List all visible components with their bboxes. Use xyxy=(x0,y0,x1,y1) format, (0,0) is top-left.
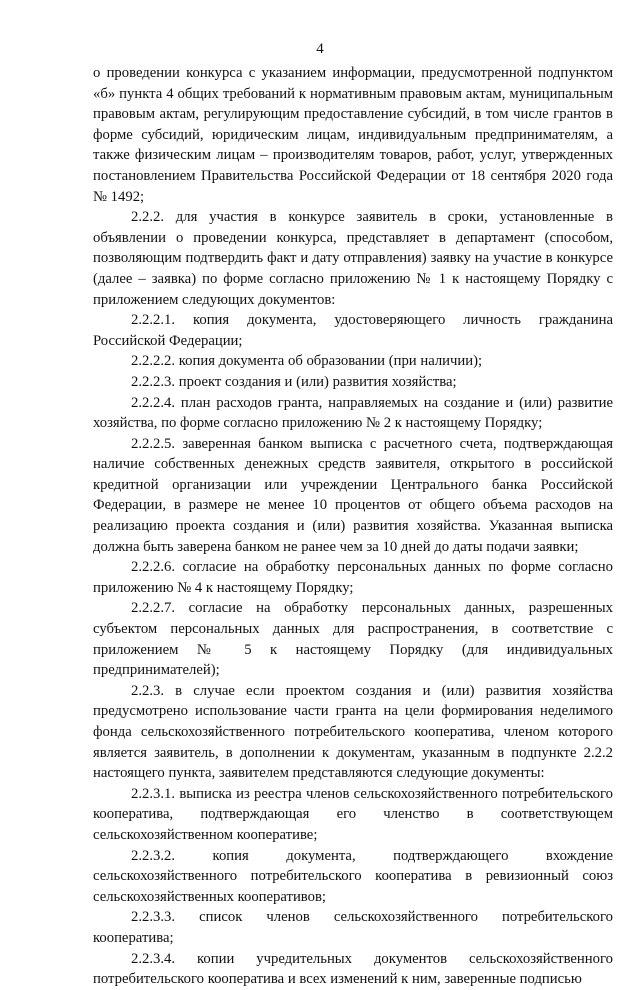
paragraph-2-2-3-2: 2.2.3.2. копия документа, подтверждающего вхождение сельскохозяйственного потребительского кооператива в ревизионный союз сельскохозяйственных кооперативов; xyxy=(93,847,613,905)
paragraph-2-2-2-2: 2.2.2.2. копия документа об образовании (при наличии); xyxy=(131,353,483,370)
page-number: 4 xyxy=(316,41,324,57)
paragraph-2-2-3-3: 2.2.3.3. список членов сельскохозяйственного потребительского кооператива; xyxy=(93,909,613,946)
document-body xyxy=(93,63,613,990)
paragraph-2-2-2-7: 2.2.2.7. согласие на обработку персональных данных, разрешенных субъектом персональных данных для распространения, в соответствие с приложением № 5 к настоящему Порядку (для индивидуальных предпринимателей); xyxy=(93,600,613,679)
paragraph-2-2-2-4: 2.2.2.4. план расходов гранта, направляемых на создание и (или) развитие хозяйства, по форме согласно приложению № 2 к настоящему Порядку; xyxy=(93,394,613,432)
paragraph-2-2-3: 2.2.3. в случае если проектом создания и (или) развития хозяйства предусмотрено использование части гранта на цели формирования неделимого фонда сельскохозяйственного потребительского кооператива, членом которого является заявитель, в дополнении к документам, указанным в подпункте 2.2.2 настоящего пункта, заявителем представляются следующие документы: xyxy=(93,682,613,782)
paragraph-continuation: о проведении конкурса с указанием информации, предусмотренной подпунктом «б» пункта 4 общих требований к нормативным правовым актам, муниципальным правовым актам, регулирующим предоставление субсидий, в том числе грантов в форме субсидий, юридическим лицам, индивидуальным предпринимателям, а также физическим лицам – производителям товаров, работ, услуг, утвержденных постановлением Правительства Российской Федерации от 18 сентября 2020 года № 1492; xyxy=(93,65,613,205)
paragraph-2-2-2-6: 2.2.2.6. согласие на обработку персональных данных по форме согласно приложению № 4 к настоящему Порядку; xyxy=(93,559,613,596)
paragraph-2-2-2-3: 2.2.2.3. проект создания и (или) развития хозяйства; xyxy=(131,373,457,390)
paragraph-2-2-3-4: 2.2.3.4. копии учредительных документов сельскохозяйственного потребительского кооператива и всех изменений к ним, заверенные подписью xyxy=(93,950,613,988)
paragraph-2-2-3-1: 2.2.3.1. выписка из реестра членов сельскохозяйственного потребительского кооператива, подтверждающая его членство в соответствующем сельскохозяйственном кооперативе; xyxy=(93,785,613,843)
paragraph-2-2-2: 2.2.2. для участия в конкурсе заявитель в сроки, установленные в объявлении о проведении конкурса, представляет в департамент (способом, позволяющим подтвердить факт и дату отправления) заявку на участие в конкурсе (далее – заявка) по форме согласно приложению № 1 к настоящему Порядку с приложением следующих документов: xyxy=(93,209,613,308)
paragraph-2-2-2-5: 2.2.2.5. заверенная банком выписка с расчетного счета, подтверждающая наличие собственных денежных средств заявителя, открытого в российской кредитной организации или учреждении Центрального банка Российской Федерации, в размере не менее 10 процентов от общего объема расходов на реализацию проекта создания и (или) развития хозяйства. Указанная выписка должна быть заверена банком не ранее чем за 10 дней до даты подачи заявки; xyxy=(93,435,613,555)
paragraph-2-2-2-1: 2.2.2.1. копия документа, удостоверяющего личность гражданина Российской Федерации; xyxy=(93,312,613,349)
